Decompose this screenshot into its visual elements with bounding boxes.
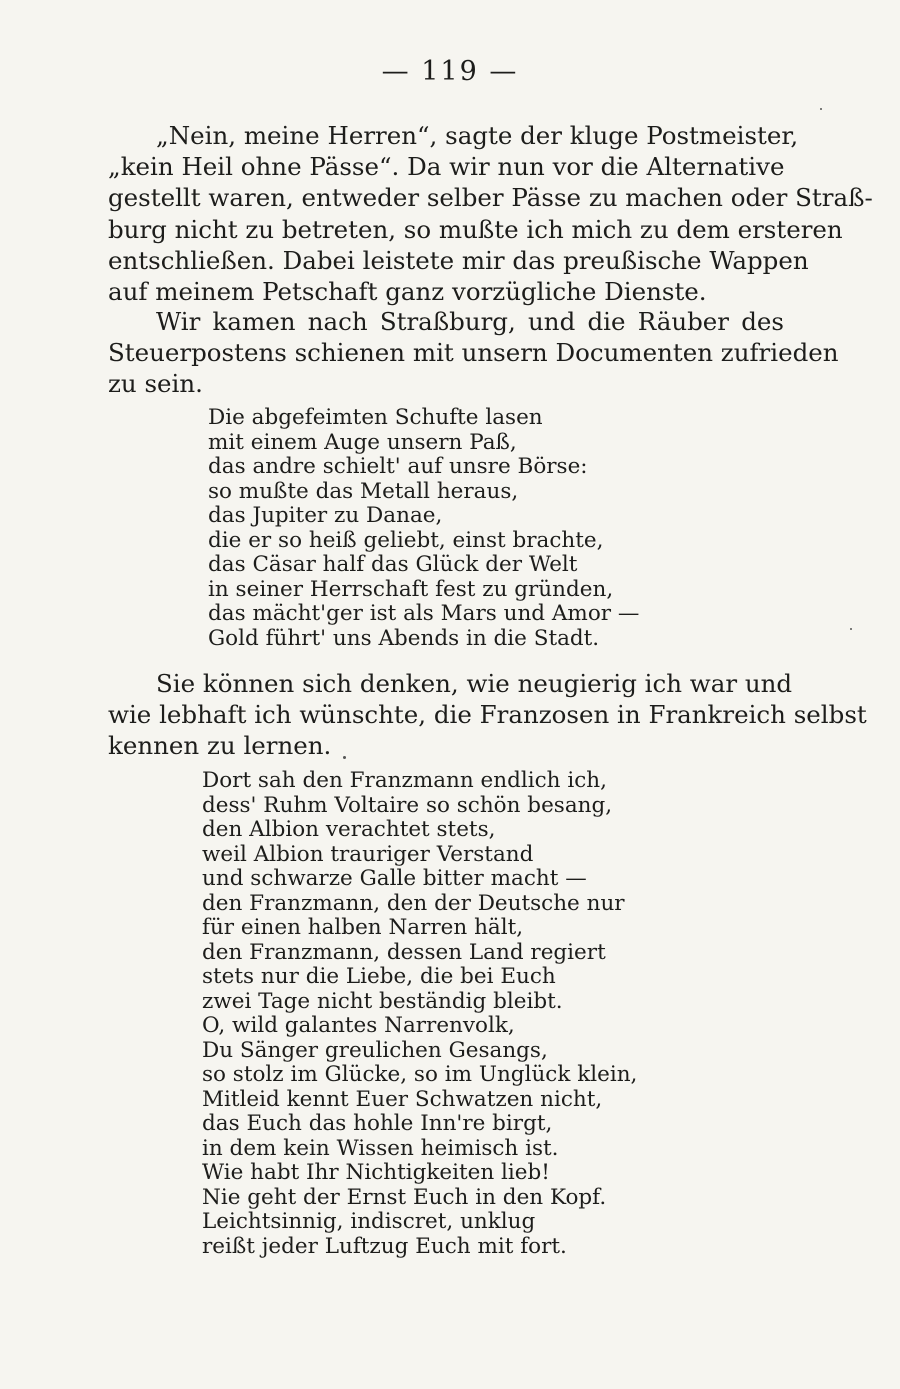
verse-line: zwei Tage nicht beständig bleibt.	[202, 988, 563, 1014]
text-line: „kein Heil ohne Pässe“. Da wir nun vor die Alternative	[108, 152, 785, 182]
verse-schufte	[208, 406, 639, 651]
verse-line: so mußte das Metall heraus,	[208, 478, 519, 504]
text-line: auf meinem Petschaft ganz vorzügliche Dienste.	[108, 277, 707, 307]
verse-line: in dem kein Wissen heimisch ist.	[202, 1135, 559, 1161]
verse-line: Wie habt Ihr Nichtigkeiten lieb!	[202, 1160, 550, 1185]
text-line: wie lebhaft ich wünschte, die Franzosen in Frankreich selbst	[108, 700, 867, 730]
ink-speck	[343, 756, 346, 759]
verse-line: O, wild galantes Narrenvolk,	[202, 1013, 515, 1038]
text-line: burg nicht zu betreten, so mußte ich mich zu dem ersteren	[108, 214, 843, 244]
verse-line: den Albion verachtet stets,	[202, 817, 496, 842]
verse-line: Mitleid kennt Euer Schwatzen nicht,	[202, 1086, 603, 1112]
text-line: Steuerpostens schienen mit unsern Documenten zufrieden	[108, 338, 839, 368]
verse-line: mit einem Auge unsern Paß,	[208, 429, 517, 455]
page-number: — 119 —	[381, 56, 519, 87]
verse-franzmann	[202, 769, 637, 1259]
text-line: entschließen. Dabei leistete mir das preußische Wappen	[108, 245, 809, 275]
paragraph-postmeister	[108, 120, 873, 307]
verse-line: dess' Ruhm Voltaire so schön besang,	[202, 792, 613, 818]
verse-line: weil Albion trauriger Verstand	[202, 841, 534, 867]
verse-line: den Franzmann, den der Deutsche nur	[202, 890, 625, 916]
text-line: zu sein.	[108, 369, 203, 399]
verse-line: das mächt'ger ist als Mars und Amor —	[208, 601, 640, 626]
verse-line: das andre schielt' auf unsre Börse:	[208, 454, 588, 479]
verse-line: Dort sah den Franzmann endlich ich,	[202, 768, 607, 793]
ink-speck	[820, 108, 822, 110]
verse-line: die er so heiß geliebt, einst brachte,	[208, 527, 604, 553]
verse-line: in seiner Herrschaft fest zu gründen,	[208, 576, 614, 602]
text-line: „Nein, meine Herren“, sagte der kluge Postmeister,	[156, 121, 799, 150]
paragraph-strassburg	[108, 306, 839, 400]
verse-line: Du Sänger greulichen Gesangs,	[202, 1037, 548, 1063]
verse-line: das Jupiter zu Danae,	[208, 503, 443, 528]
verse-line: Leichtsinnig, indiscret, unklug	[202, 1209, 536, 1234]
ink-speck	[850, 628, 852, 630]
text-line: Sie können sich denken, wie neugierig ich war und	[156, 669, 793, 698]
verse-line: Die abgefeimten Schufte lasen	[208, 405, 543, 430]
text-line: Wir kamen nach Straßburg, und die Räuber des	[156, 307, 784, 336]
verse-line: Nie geht der Ernst Euch in den Kopf.	[202, 1184, 607, 1210]
verse-line: und schwarze Galle bitter macht —	[202, 866, 587, 891]
verse-line: reißt jeder Luftzug Euch mit fort.	[202, 1233, 567, 1259]
text-line: gestellt waren, entweder selber Pässe zu machen oder Straß-	[108, 183, 873, 213]
paragraph-franzosen	[108, 668, 867, 762]
verse-line: so stolz im Glücke, so im Unglück klein,	[202, 1062, 638, 1087]
verse-line: den Franzmann, dessen Land regiert	[202, 939, 606, 965]
verse-line: Gold führt' uns Abends in die Stadt.	[208, 625, 600, 651]
text-line: kennen zu lernen.	[108, 731, 332, 761]
verse-line: das Cäsar half das Glück der Welt	[208, 552, 578, 577]
verse-line: das Euch das hohle Inn're birgt,	[202, 1111, 553, 1136]
verse-line: stets nur die Liebe, die bei Euch	[202, 964, 556, 989]
verse-line: für einen halben Narren hält,	[202, 915, 524, 940]
